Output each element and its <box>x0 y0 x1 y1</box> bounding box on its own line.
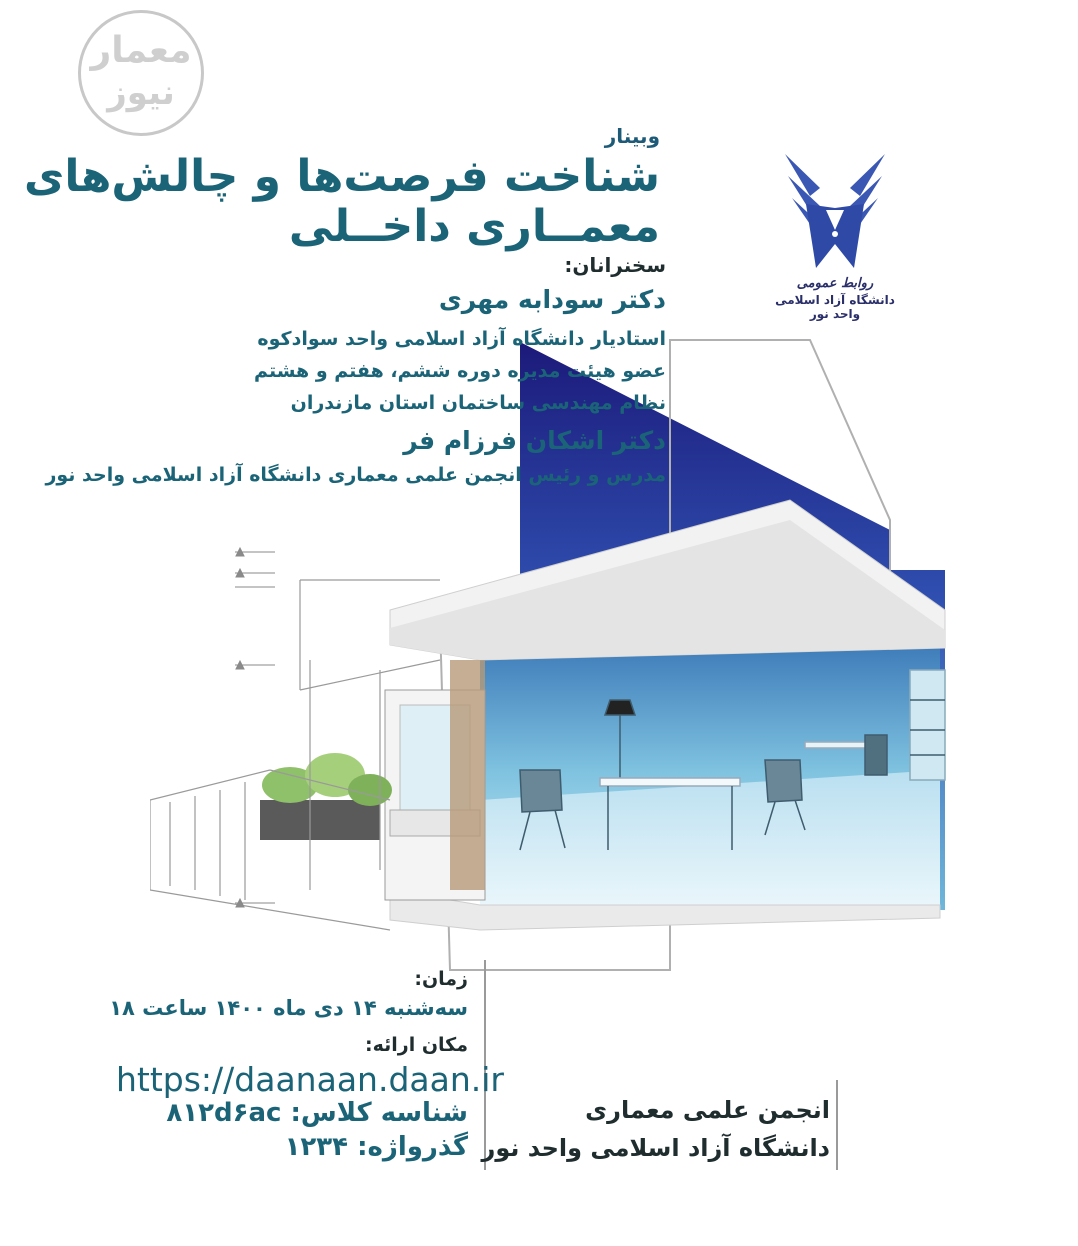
speaker1-name: دکتر سودابه مهری <box>438 285 666 314</box>
divider-right <box>836 1080 838 1170</box>
logo-caption-line2: دانشگاه آزاد اسلامی واحد نور <box>775 293 895 321</box>
speaker2-desc: مدرس و رئیس انجمن علمی معماری دانشگاه آزاد اسلامی واحد نور <box>45 464 666 486</box>
logo-caption-line1: روابط عمومی <box>796 276 874 291</box>
logo-caption <box>770 276 900 321</box>
wings-icon <box>785 154 885 268</box>
place-label: مکان ارائه: <box>365 1034 468 1056</box>
organizer-line1: انجمن علمی معماری <box>585 1096 830 1124</box>
wood-panel <box>450 660 485 890</box>
dimension-markers <box>235 548 275 907</box>
speaker1-desc-line3: نظام مهندسی ساختمان استان مازندران <box>290 392 666 414</box>
speaker1-desc-line2: عضو هیئت مدیره دوره ششم، هفتم و هشتم <box>254 360 666 382</box>
webinar-label: وبینار <box>604 124 660 148</box>
planter <box>260 800 380 840</box>
watermark-badge <box>78 10 204 136</box>
page-title-line1: شناخت فرصت‌ها و چالش‌های <box>24 151 660 202</box>
organizer-line2: دانشگاه آزاد اسلامی واحد نور <box>481 1134 830 1162</box>
watermark-line2: نیوز <box>107 73 175 113</box>
class-password: گذرواژه: ۱۲۳۴ <box>284 1132 468 1162</box>
speaker2-name: دکتر اشکان فرزام فر <box>403 426 666 455</box>
webinar-url-link[interactable]: https://daanaan.daan.ir <box>116 1060 504 1099</box>
page-title-line2: معمــاری داخــلی <box>288 201 660 252</box>
time-value: سه‌شنبه ۱۴ دی ماه ۱۴۰۰ ساعت ۱۸ <box>109 996 468 1020</box>
class-id: شناسه کلاس: ۸۱۲d۶ac <box>166 1098 468 1128</box>
speakers-label: سخنرانان: <box>564 253 666 277</box>
watermark-line1: معمار <box>90 30 192 71</box>
time-label: زمان: <box>414 968 468 990</box>
plant-3 <box>348 774 392 806</box>
speaker1-desc-line1: استادیار دانشگاه آزاد اسلامی واحد سوادکوه <box>257 328 666 350</box>
